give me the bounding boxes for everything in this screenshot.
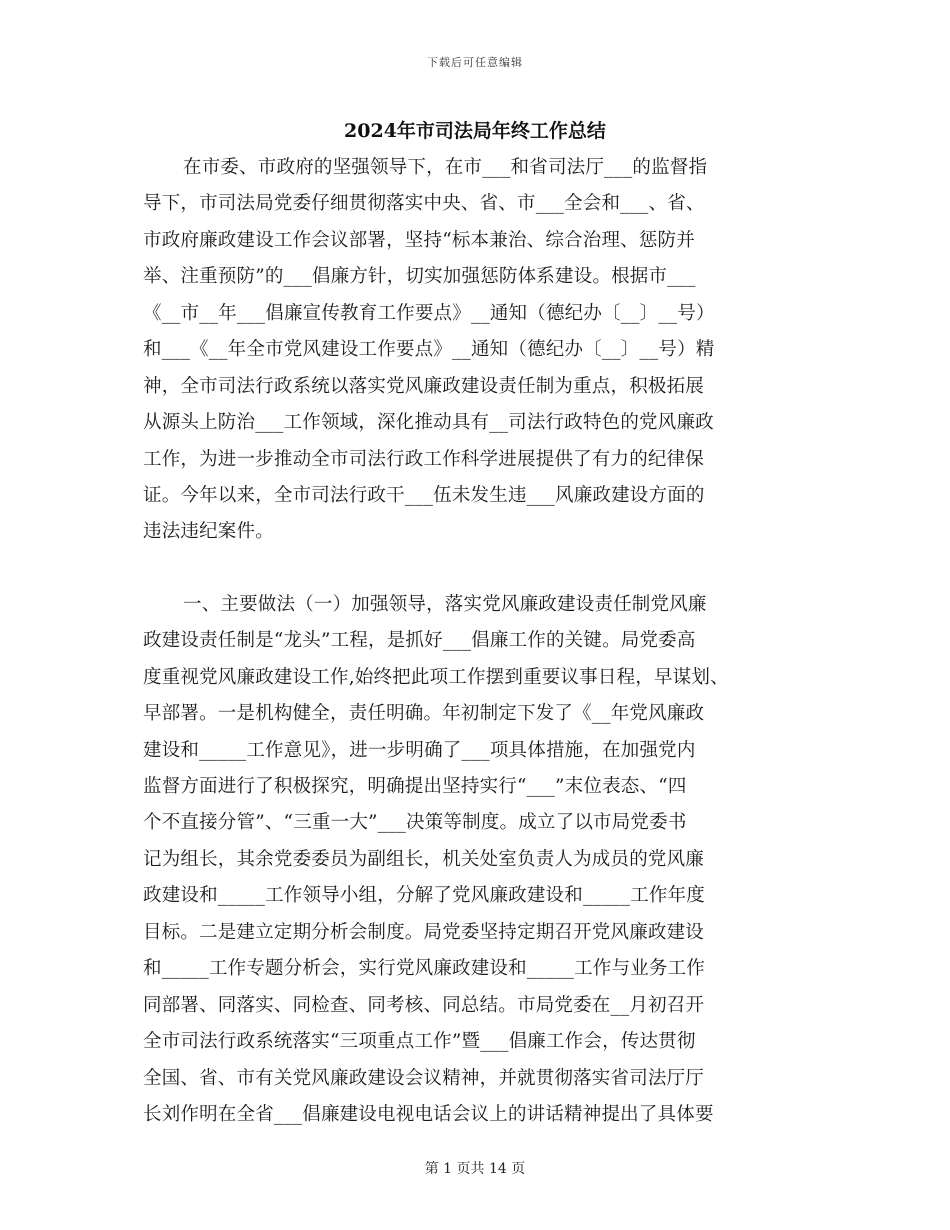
paragraph-2-line: 政建设和_____工作领导小组，分解了党风廉政建设和_____工作年度 <box>143 885 706 907</box>
paragraph-2-line: 记为组长，其余党委委员为副组长，机关处室负责人为成员的党风廉 <box>143 848 705 870</box>
paragraph-2-line: 政建设责任制是“龙头”工程，是抓好___倡廉工作的关键。局党委高 <box>143 630 696 652</box>
document-body <box>143 150 823 1133</box>
paragraph-1-line: 违法违纪案件。 <box>143 521 274 543</box>
paragraph-1-line: 在市委、市政府的坚强领导下，在市___和省司法厅___的监督指 <box>183 157 708 178</box>
paragraph-1-line: 工作，为进一步推动全市司法行政工作科学进展提供了有力的纪律保 <box>143 448 705 470</box>
paragraph-1-line: 从源头上防治___工作领域，深化推动具有__司法行政特色的党风廉政 <box>143 412 714 434</box>
page-number-footer: 第 1 页共 14 页 <box>424 1161 526 1177</box>
paragraph-2-line: 和_____工作专题分析会，实行党风廉政建设和_____工作与业务工作 <box>143 958 706 980</box>
paragraph-1-line: 导下，市司法局党委仔细贯彻落实中央、省、市___全会和___、省、 <box>143 193 705 215</box>
paragraph-2-line: 同部署、同落实、同检查、同考核、同总结。市局党委在__月初召开 <box>143 994 705 1016</box>
paragraph-2-line: 度重视党风廉政建设工作,始终把此项工作摆到重要议事日程，早谋划、 <box>143 666 729 688</box>
paragraph-2-line: 全市司法行政系统落实“三项重点工作”暨___倡廉工作会，传达贯彻 <box>143 1031 696 1053</box>
paragraph-2-line: 一、主要做法（一）加强领导，落实党风廉政建设责任制党风廉 <box>183 593 707 615</box>
document-title: 2024年市司法局年终工作总结 <box>344 120 606 142</box>
paragraph-1-line: 神，全市司法行政系统以落实党风廉政建设责任制为重点，积极拓展 <box>143 375 705 397</box>
paragraph-1-line: 市政府廉政建设工作会议部署，坚持“标本兼治、综合治理、惩防并 <box>143 229 695 251</box>
paragraph-2-line: 全国、省、市有关党风廉政建设会议精神，并就贯彻落实省司法厅厅 <box>143 1067 705 1089</box>
paragraph-1-line: 举、注重预防”的___倡廉方针，切实加强惩防体系建设。根据市___ <box>143 266 696 288</box>
paragraph-2-line: 个不直接分管”、“三重一大”___决策等制度。成立了以市局党委书 <box>143 812 687 834</box>
paragraph-2-line: 监督方面进行了积极探究，明确提出坚持实行“___”末位表态、“四 <box>143 776 687 797</box>
paragraph-1-line: 和___《__年全市党风建设工作要点》__通知（德纪办〔__〕__号）精 <box>143 339 715 361</box>
header-note: 下载后可任意编辑 <box>427 56 523 69</box>
paragraph-2-line: 建设和_____工作意见》，进一步明确了___项具体措施，在加强党内 <box>143 739 696 761</box>
paragraph-1-line: 《__市__年___倡廉宣传教育工作要点》__通知（德纪办〔__〕__号） <box>143 302 715 324</box>
paragraph-2-line: 目标。二是建立定期分析会制度。局党委坚持定期召开党风廉政建设 <box>143 921 705 943</box>
paragraph-1-line: 证。今年以来，全市司法行政干___伍未发生违___风廉政建设方面的 <box>143 484 705 506</box>
paragraph-2-line: 长刘作明在全省___倡廉建设电视电话会议上的讲话精神提出了具体要 <box>143 1103 714 1125</box>
paragraph-2-line: 早部署。一是机构健全，责任明确。年初制定下发了《__年党风廉政 <box>143 703 705 725</box>
